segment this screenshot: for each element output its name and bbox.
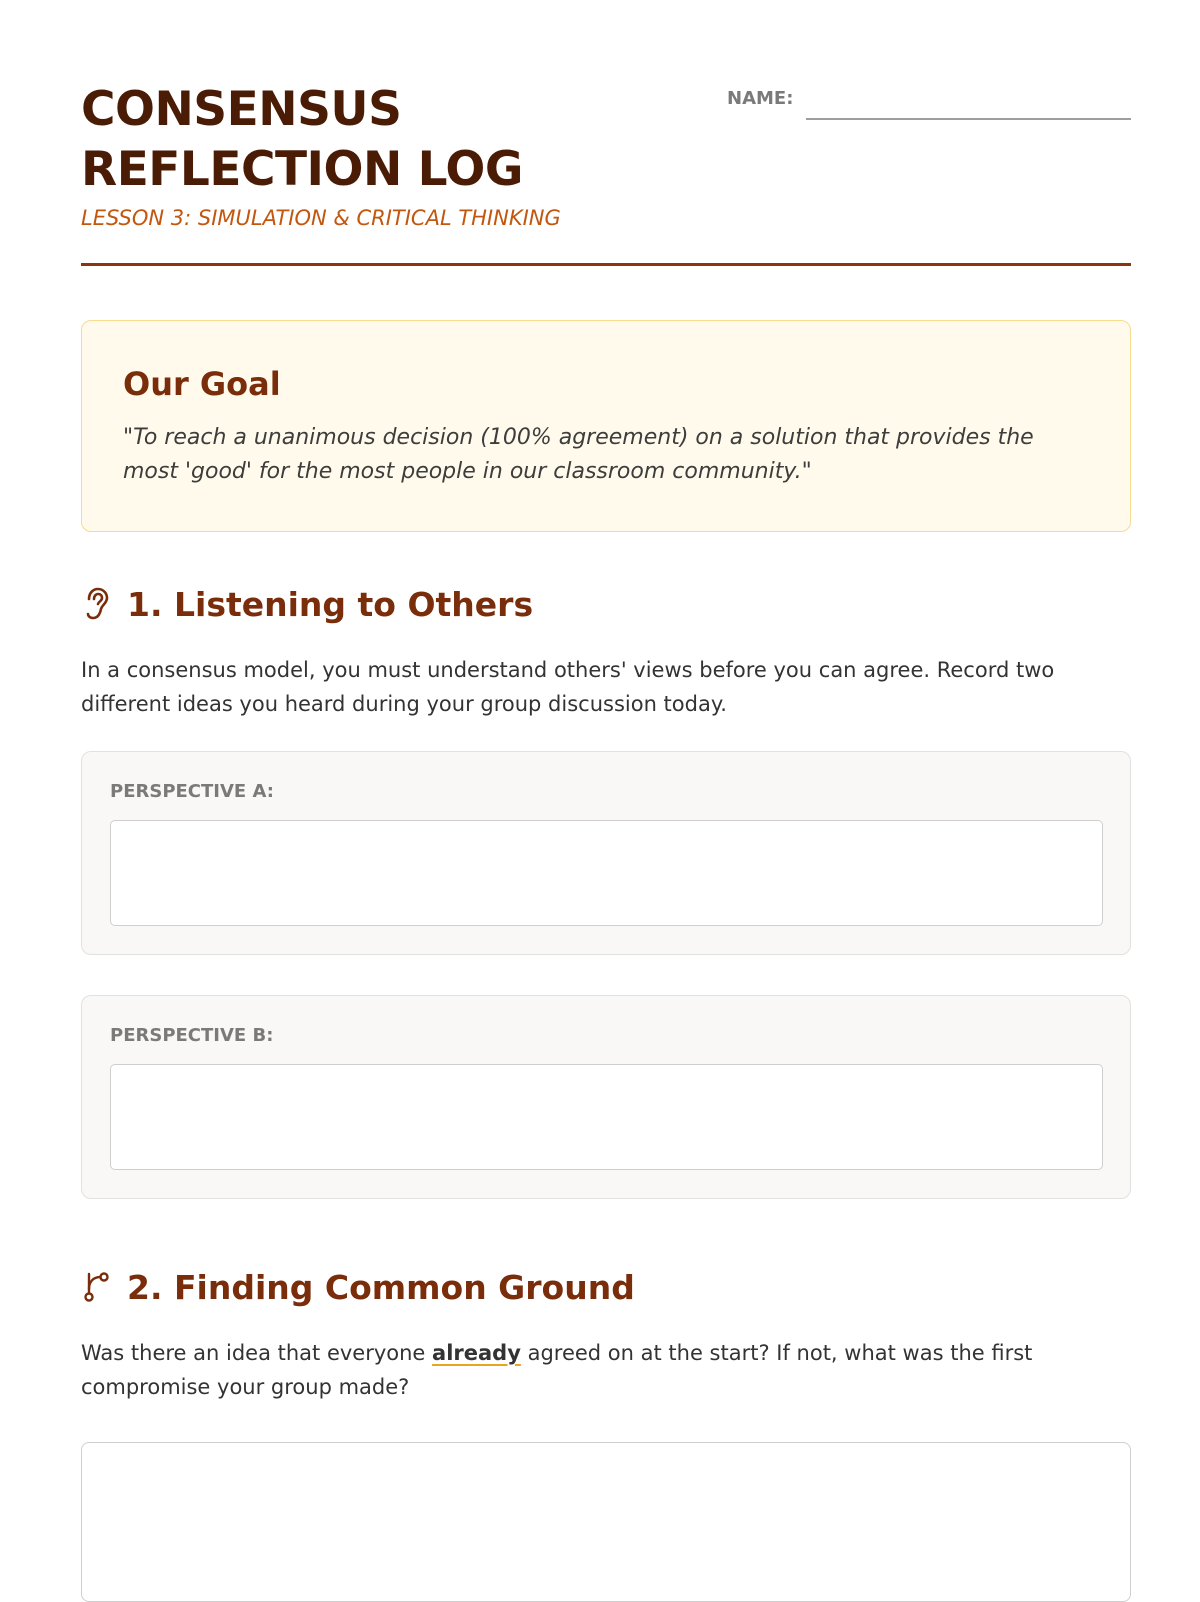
lesson-subtitle: LESSON 3: SIMULATION & CRITICAL THINKING xyxy=(81,206,561,230)
section-1-title: 1. Listening to Others xyxy=(127,584,534,624)
worksheet-header xyxy=(81,0,1131,266)
name-field[interactable] xyxy=(806,118,1131,120)
worksheet-page xyxy=(81,0,1131,1399)
section-2-title: 2. Finding Common Ground xyxy=(127,1267,635,1307)
section-1-intro: In a consensus model, you must understand others' views before you can agree. Record two different ideas you heard during your group discussion today. xyxy=(81,658,1055,716)
ear-icon xyxy=(81,586,111,622)
section-2-heading xyxy=(81,1265,635,1309)
section-2-intro xyxy=(81,1336,1131,1404)
title-line-1: CONSENSUS xyxy=(81,82,402,137)
goal-heading: Our Goal xyxy=(123,365,281,403)
perspective-a-input[interactable] xyxy=(110,820,1103,926)
goal-quote: "To reach a unanimous decision (100% agreement) on a solution that provides the most 'good' for the most people in our classroom community." xyxy=(123,425,1034,484)
perspective-b-card xyxy=(81,995,1131,1199)
section-2-intro-emphasis: already xyxy=(432,1341,521,1365)
merge-icon xyxy=(81,1269,111,1305)
section-1-heading xyxy=(81,582,533,626)
page-title xyxy=(81,80,523,200)
name-label: NAME: xyxy=(727,88,794,109)
section-2-intro-start: Was there an idea that everyone xyxy=(81,1341,433,1365)
goal-box xyxy=(81,320,1131,532)
title-line-2: REFLECTION LOG xyxy=(81,142,523,197)
perspective-b-input[interactable] xyxy=(110,1064,1103,1170)
perspective-a-card xyxy=(81,751,1131,955)
perspective-a-label: PERSPECTIVE A: xyxy=(110,781,274,802)
section-2-intro-end: agreed on at the start? If not, what was the first compromise your group made? xyxy=(81,1341,1033,1399)
common-ground-answer-input[interactable] xyxy=(81,1442,1131,1602)
perspective-b-label: PERSPECTIVE B: xyxy=(110,1025,274,1046)
